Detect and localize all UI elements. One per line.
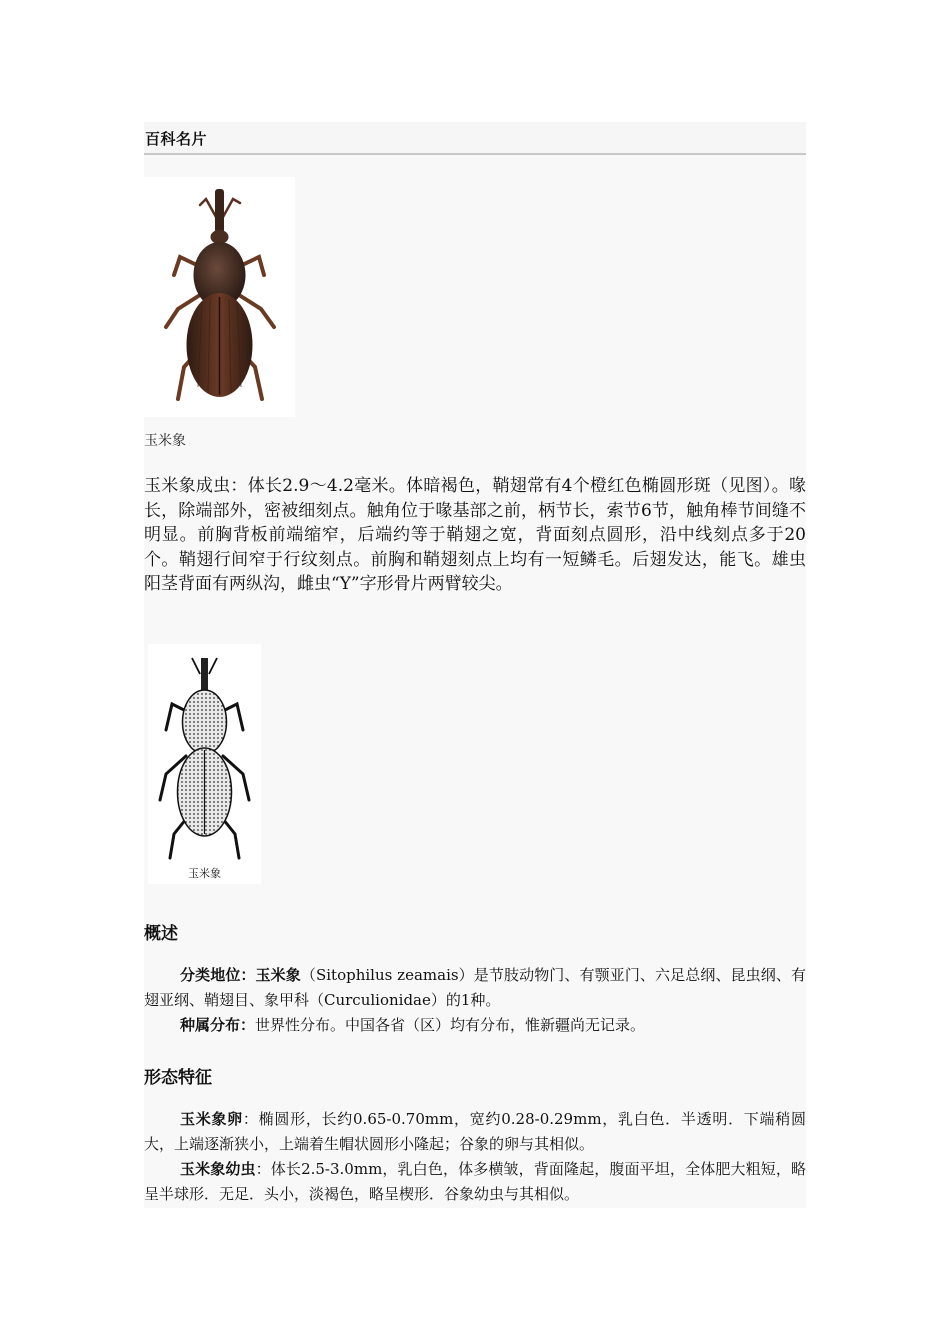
adult-description: 玉米象成虫：体长2.9～4.2毫米。体暗褐色，鞘翅常有4个橙红色椭圆形斑（见图）。喙长，除端部外，密被细刻点。触角位于喙基部之前，柄节长，索节6节，触角棒节间缝不明显。前胸背板前端缩窄，后端约等于鞘翅之宽，背面刻点圆形，沿中线刻点多于20个。鞘翅行间窄于行纹刻点。前胸和鞘翅刻点上均有一短鳞毛。后翅发达，能飞。雄虫阳茎背面有两纵沟，雌虫“Y”字形骨片两臂较尖。 <box>144 476 806 595</box>
photo-caption: 玉米象 <box>144 433 186 449</box>
larva-paragraph <box>144 1157 806 1207</box>
weevil-photo <box>144 177 295 417</box>
section-title-overview: 概述 <box>144 924 178 944</box>
classification-paragraph <box>144 963 806 1013</box>
encyclopedia-content <box>144 122 806 1208</box>
distribution-paragraph <box>144 1013 806 1038</box>
distribution-text: 世界性分布。中国各省（区）均有分布，惟新疆尚无记录。 <box>255 1016 646 1034</box>
larva-text: ：体长2.5-3.0mm，乳白色，体多横皱，背面隆起，腹面平坦，全体肥大粗短，略呈半球形．无足．头小，淡褐色，略呈楔形．谷象幼虫与其相似。 <box>144 1160 806 1203</box>
drawing-label: 玉米象 <box>188 867 221 880</box>
species-name: 玉米象 <box>255 966 301 984</box>
card-header <box>144 122 806 155</box>
egg-label: 玉米象卵 <box>180 1110 243 1128</box>
egg-paragraph <box>144 1107 806 1157</box>
classification-label: 分类地位： <box>180 966 256 984</box>
classification-text: （Sitophilus zeamais）是节肢动物门、有颚亚门、六足总纲、昆虫纲、有翅亚纲、鞘翅目、象甲科（Curculionidae）的1种。 <box>144 966 806 1009</box>
weevil-line-drawing <box>148 644 261 884</box>
section-title-morphology: 形态特征 <box>144 1068 212 1088</box>
larva-label: 玉米象幼虫 <box>180 1160 256 1178</box>
egg-text: ：椭圆形，长约0.65-0.70mm，宽约0.28-0.29mm，乳白色．半透明．下端稍圆大，上端逐渐狭小，上端着生帽状圆形小隆起；谷象的卵与其相似。 <box>144 1110 806 1153</box>
card-title: 百科名片 <box>145 130 208 148</box>
distribution-label: 种属分布： <box>180 1016 256 1034</box>
